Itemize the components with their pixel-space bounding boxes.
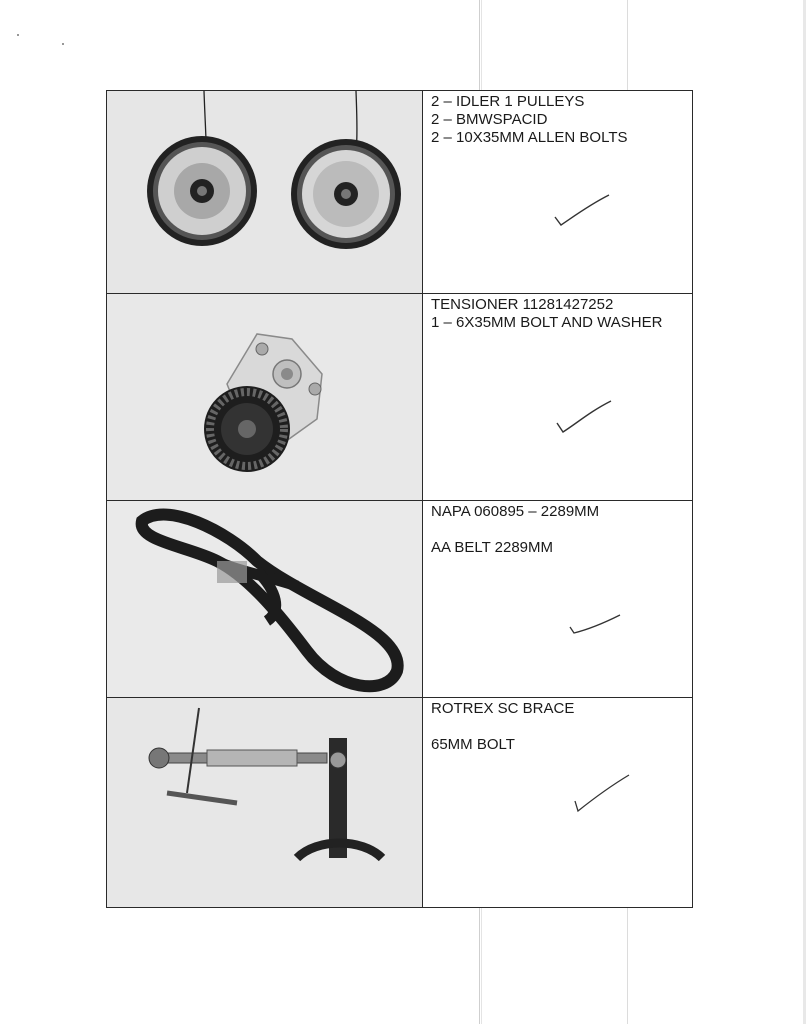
description-cell [423,294,693,501]
item-line: 2 – 10X35MM ALLEN BOLTS [431,129,628,146]
checkmark-icon [573,773,633,817]
item-description [423,698,692,754]
photo-cell [107,294,423,501]
item-description [423,294,692,332]
checkmark-icon [555,399,615,439]
description-cell [423,501,693,698]
checkmark-icon [568,611,628,641]
scan-speck [17,34,19,36]
item-line: AA BELT 2289MM [431,539,554,556]
brace-photo [107,698,422,907]
item-description [423,91,692,147]
item-line: TENSIONER 11281427252 [431,296,614,313]
item-line: 1 – 6X35MM BOLT AND WASHER [431,314,663,331]
item-line: NAPA 060895 – 2289MM [431,503,600,520]
item-line: ROTREX SC BRACE [431,700,575,717]
scan-speck [62,43,64,45]
parts-checklist-table [106,90,693,908]
item-line: 2 – BMWSPACID [431,111,548,128]
photo-cell [107,91,423,294]
table-row [107,698,693,908]
table-row [107,294,693,501]
description-cell [423,91,693,294]
tensioner-photo [107,294,422,500]
photo-cell [107,698,423,908]
table-row [107,91,693,294]
description-cell [423,698,693,908]
checkmark-icon [553,191,613,231]
item-description [423,501,692,557]
item-line: 65MM BOLT [431,736,515,753]
photo-cell [107,501,423,698]
table-row [107,501,693,698]
item-line: 2 – IDLER 1 PULLEYS [431,93,585,110]
belt-photo [107,501,422,697]
idler-pulleys-photo [107,91,422,293]
